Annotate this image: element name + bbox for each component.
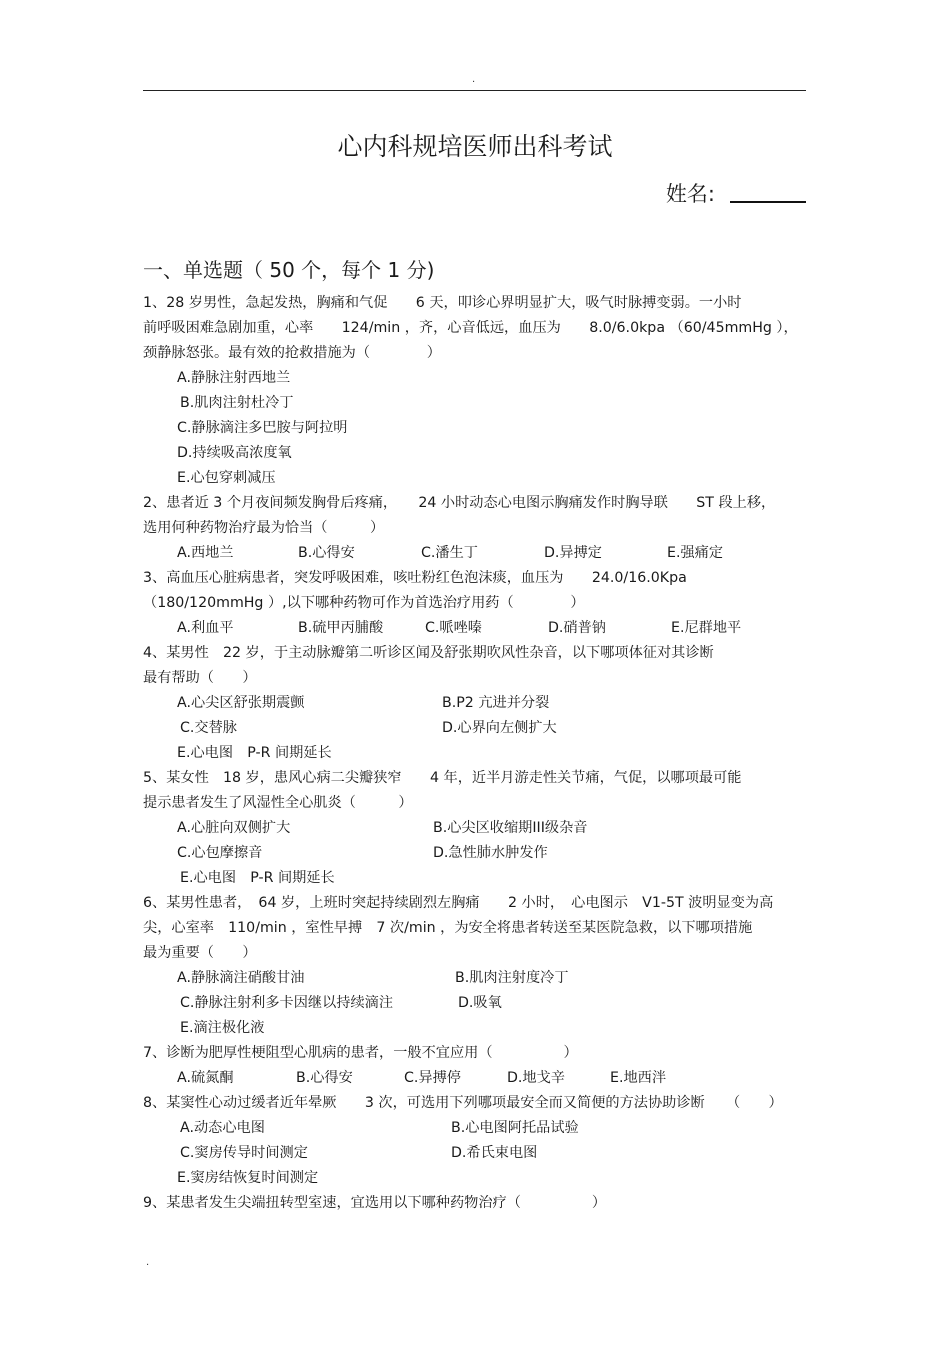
answer-option: E.强痛定 — [667, 545, 724, 561]
question-line: 最为重要（ ） — [143, 945, 257, 961]
answer-option: C.静脉注射利多卡因继以持续滴注 — [180, 995, 394, 1011]
answer-option: B.肌肉注射度冷丁 — [455, 970, 569, 986]
answer-option: C.异搏停 — [404, 1070, 461, 1086]
section-title: 一、单选题（ 50 个，每个 1 分) — [143, 258, 435, 282]
name-blank-line — [730, 201, 806, 203]
answer-option: B.心尖区收缩期III级杂音 — [433, 820, 588, 836]
question-line: 8、某窦性心动过缓者近年晕厥 3 次，可选用下列哪项最安全而又简便的方法协助诊断 （ ） — [143, 1095, 783, 1111]
question-line: 9、某患者发生尖端扭转型室速，宜选用以下哪种药物治疗（ ） — [143, 1195, 607, 1211]
answer-option: D.急性肺水肿发作 — [433, 845, 548, 861]
question-line: 选用何种药物治疗最为恰当（ ） — [143, 520, 385, 536]
answer-option: A.心脏向双侧扩大 — [177, 820, 291, 836]
answer-option: B.肌肉注射杜冷丁 — [180, 395, 294, 411]
question-line: 1、28 岁男性，急起发热，胸痛和气促 6 天，叩诊心界明显扩大，吸气时脉搏变弱。一小时 — [143, 295, 742, 311]
header-mark: . — [472, 74, 476, 85]
answer-option: B.心得安 — [298, 545, 355, 561]
answer-option: E.尼群地平 — [671, 620, 742, 636]
answer-option: A.静脉滴注硝酸甘油 — [177, 970, 305, 986]
page-title: 心内科规培医师出科考试 — [337, 132, 613, 161]
question-line: 4、某男性 22 岁，于主动脉瓣第二听诊区闻及舒张期吹风性杂音，以下哪项体征对其诊断 — [143, 645, 714, 661]
question-line: 颈静脉怒张。最有效的抢救措施为（ ） — [143, 345, 441, 361]
answer-option: A.动态心电图 — [180, 1120, 265, 1136]
answer-option: A.心尖区舒张期震颤 — [177, 695, 305, 711]
answer-option: A.利血平 — [177, 620, 234, 636]
question-line: 7、诊断为肥厚性梗阻型心肌病的患者，一般不宜应用（ ） — [143, 1045, 578, 1061]
answer-option: D.异搏定 — [544, 545, 602, 561]
answer-option: C.静脉滴注多巴胺与阿拉明 — [177, 420, 348, 436]
answer-option: C.心包摩擦音 — [177, 845, 263, 861]
answer-option: A.静脉注射西地兰 — [177, 370, 291, 386]
question-line: 6、某男性患者， 64 岁，上班时突起持续剧烈左胸痛 2 小时， 心电图示 V1-5T 波明显变为高 — [143, 895, 774, 911]
question-line: 3、高血压心脏病患者，突发呼吸困难，咳吐粉红色泡沫痰，血压为 24.0/16.0Kpa — [143, 570, 687, 586]
answer-option: D.硝普钠 — [548, 620, 606, 636]
answer-option: C.哌唑嗪 — [425, 620, 482, 636]
question-line: 5、某女性 18 岁，患风心病二尖瓣狭窄 4 年，近半月游走性关节痛，气促，以哪项最可能 — [143, 770, 742, 786]
question-line: （180/120mmHg ）,以下哪种药物可作为首选治疗用药（ ） — [143, 595, 585, 611]
name-label: 姓名: — [665, 182, 715, 206]
question-line: 前呼吸困难急剧加重，心率 124/min ，齐，心音低远，血压为 8.0/6.0kpa （60/45mmHg ）， — [143, 320, 798, 336]
question-line: 尖，心室率 110/min ，室性早搏 7 次/min ，为安全将患者转送至某医院急救，以下哪项措施 — [143, 920, 753, 936]
question-line: 最有帮助（ ） — [143, 670, 257, 686]
answer-option: E.心包穿刺减压 — [177, 470, 276, 486]
question-line: 2、患者近 3 个月夜间频发胸骨后疼痛， 24 小时动态心电图示胸痛发作时胸导联 ST 段上移， — [143, 495, 776, 511]
answer-option: C.交替脉 — [180, 720, 237, 736]
answer-option: D.地戈辛 — [507, 1070, 565, 1086]
answer-option: E.心电图 P-R 间期延长 — [180, 870, 335, 886]
answer-option: D.吸氧 — [458, 995, 502, 1011]
answer-option: D.希氏束电图 — [451, 1145, 538, 1161]
header-rule — [143, 90, 806, 91]
answer-option: E.心电图 P-R 间期延长 — [177, 745, 332, 761]
answer-option: E.窦房结恢复时间测定 — [177, 1170, 319, 1186]
answer-option: C.窦房传导时间测定 — [180, 1145, 308, 1161]
answer-option: B.心得安 — [296, 1070, 353, 1086]
answer-option: B.心电图阿托品试验 — [451, 1120, 579, 1136]
answer-option: D.持续吸高浓度氧 — [177, 445, 292, 461]
answer-option: B.P2 亢进并分裂 — [442, 695, 550, 711]
answer-option: E.地西泮 — [610, 1070, 667, 1086]
footer-mark: . — [146, 1257, 150, 1268]
answer-option: B.硫甲丙脯酸 — [298, 620, 384, 636]
answer-option: C.潘生丁 — [421, 545, 478, 561]
answer-option: A.西地兰 — [177, 545, 234, 561]
answer-option: A.硫氮酮 — [177, 1070, 234, 1086]
question-line: 提示患者发生了风湿性全心肌炎（ ） — [143, 795, 413, 811]
answer-option: D.心界向左侧扩大 — [442, 720, 557, 736]
answer-option: E.滴注极化液 — [180, 1020, 265, 1036]
